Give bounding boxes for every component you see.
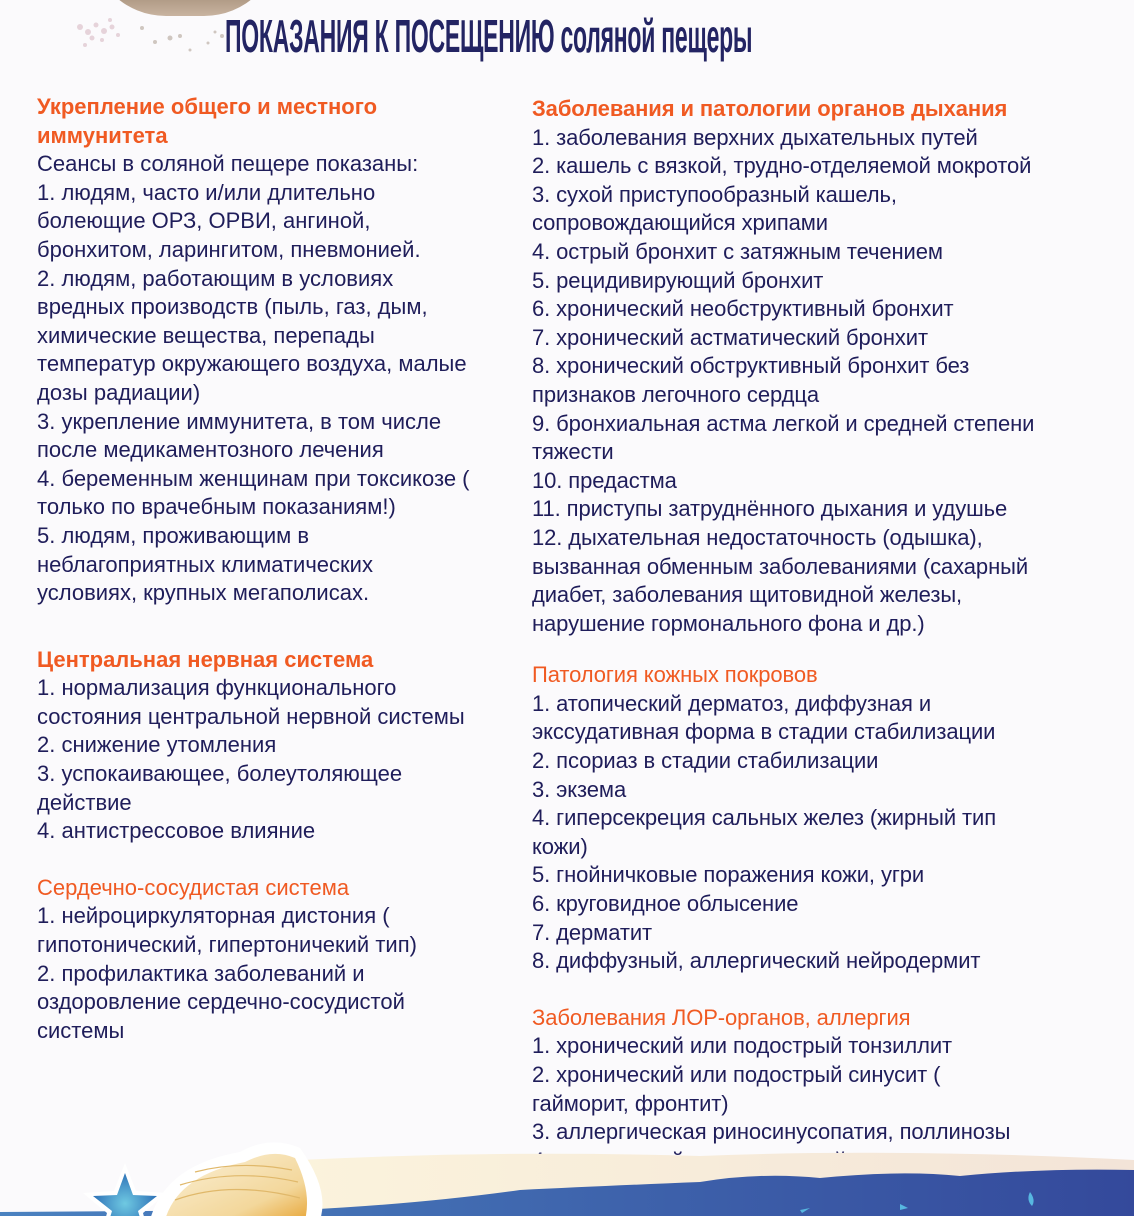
list-line: 4. антистрессовое влияние bbox=[37, 818, 316, 844]
list-line: только по врачебным показаниям!) bbox=[37, 494, 396, 520]
list-line: экссудативная форма в стадии стабилизации bbox=[532, 719, 996, 745]
list-line: 8. хронический обструктивный бронхит без bbox=[532, 353, 970, 379]
list-line: системы bbox=[37, 1017, 125, 1043]
list-line: 3. аллергическая риносинусопатия, поллинозы bbox=[532, 1119, 1011, 1145]
list-line: 12. дыхательная недостаточность (одышка), bbox=[532, 524, 983, 550]
section-lines bbox=[37, 674, 532, 846]
list-line: 3. сухой приступообразный кашель, bbox=[532, 181, 897, 207]
list-line: 2. профилактика заболеваний и bbox=[37, 960, 365, 986]
section-immunity bbox=[37, 93, 532, 608]
list-line: диабет, заболевания щитовидной железы, bbox=[532, 582, 963, 608]
list-line: 9. бронхиальная астма легкой и средней степени bbox=[532, 410, 1035, 436]
list-line: гайморит, фронтит) bbox=[532, 1090, 729, 1116]
list-line: условиях, крупных мегаполисах. bbox=[37, 580, 370, 606]
list-line: гипотонический, гипертоничекий тип) bbox=[37, 932, 417, 958]
list-line: 4. гиперсекреция сальных желез (жирный тип bbox=[532, 805, 997, 831]
list-line: 2. хронический или подострый синусит ( bbox=[532, 1062, 941, 1087]
right-column bbox=[532, 95, 1132, 1204]
list-line: сопровождающийся хрипами bbox=[532, 210, 828, 236]
list-line: 11. приступы затруднённого дыхания и удушье bbox=[532, 496, 1008, 522]
list-line: 1. заболевания верхних дыхательных путей bbox=[532, 124, 978, 150]
title-lower: соляной пещеры bbox=[560, 10, 753, 62]
section-lines bbox=[532, 124, 1132, 639]
list-line: нарушение гормонального фона и др.) bbox=[532, 610, 925, 636]
list-line: 3. укрепление иммунитета, в том числе bbox=[37, 408, 442, 434]
section-heading: Заболевания ЛОР-органов, аллергия bbox=[532, 1004, 911, 1030]
list-line: Сеансы в соляной пещере показаны: bbox=[37, 151, 419, 177]
section-nervous-system bbox=[37, 646, 532, 846]
section-lines bbox=[37, 902, 532, 1045]
section-heading: Заболевания и патологии органов дыхания bbox=[532, 96, 1008, 121]
list-line: кожи) bbox=[532, 833, 588, 859]
list-line: вызванная обменным заболеваниями (сахарный bbox=[532, 553, 1029, 579]
list-line: 2. людям, работающим в условиях bbox=[37, 265, 394, 291]
list-line: 3. успокаивающее, болеутоляющее bbox=[37, 761, 403, 787]
section-respiratory bbox=[532, 95, 1132, 638]
list-line: 1. людям, часто и/или длительно bbox=[37, 179, 376, 205]
left-column bbox=[37, 93, 532, 1045]
section-skin bbox=[532, 661, 1132, 976]
list-line: 6. хронический необструктивный бронхит bbox=[532, 296, 954, 322]
list-line: 5. гнойничковые поражения кожи, угри bbox=[532, 862, 925, 888]
section-heading: иммунитета bbox=[37, 122, 168, 148]
section-lines bbox=[37, 150, 532, 608]
list-line: действие bbox=[37, 789, 132, 815]
section-heading: Центральная нервная система bbox=[37, 646, 374, 672]
list-line: 2. снижение утомления bbox=[37, 732, 277, 758]
list-line: 5. рецидивирующий бронхит bbox=[532, 267, 824, 293]
list-line: 8. диффузный, аллергический нейродермит bbox=[532, 948, 981, 974]
list-line: 6. круговидное облысение bbox=[532, 891, 799, 917]
section-cardiovascular bbox=[37, 874, 532, 1046]
list-line: химические вещества, перепады bbox=[37, 322, 375, 348]
list-line: 4. острый бронхит с затяжным течением bbox=[532, 238, 943, 264]
list-line: бронхитом, ларингитом, пневмонией. bbox=[37, 236, 421, 262]
section-heading: Укрепление общего и местного bbox=[37, 94, 378, 119]
list-line: 3. экзема bbox=[532, 776, 627, 802]
list-line: 2. псориаз в стадии стабилизации bbox=[532, 748, 879, 774]
list-line: 1. хронический или подострый тонзиллит bbox=[532, 1033, 953, 1059]
list-line: оздоровление сердечно-сосудистой bbox=[37, 989, 405, 1015]
list-line: болеющие ОРЗ, ОРВИ, ангиной, bbox=[37, 208, 371, 234]
salt-crystals-decoration bbox=[30, 5, 230, 65]
sea-shore-decoration bbox=[0, 1120, 1134, 1216]
page-title bbox=[225, 10, 753, 62]
list-line: после медикаментозного лечения bbox=[37, 437, 384, 463]
section-heading: Патология кожных покровов bbox=[532, 662, 818, 688]
list-line: 1. нормализация функционального bbox=[37, 675, 397, 701]
section-heading: Сердечно-сосудистая система bbox=[37, 874, 350, 900]
list-line: вредных производств (пыль, газ, дым, bbox=[37, 294, 428, 320]
list-line: 1. атопический дерматоз, диффузная и bbox=[532, 690, 932, 716]
list-line: 4. беременным женщинам при токсикозе ( bbox=[37, 465, 470, 491]
seashell-icon bbox=[150, 1142, 323, 1216]
list-line: признаков легочного сердца bbox=[532, 381, 819, 407]
list-line: 7. хронический астматический бронхит bbox=[532, 324, 928, 350]
list-line: 1. нейроциркуляторная дистония ( bbox=[37, 903, 390, 929]
title-upper: ПОКАЗАНИЯ К ПОСЕЩЕНИЮ bbox=[225, 10, 555, 62]
list-line: неблагоприятных климатических bbox=[37, 551, 373, 577]
list-line: 2. кашель с вязкой, трудно-отделяемой мокротой bbox=[532, 153, 1032, 179]
list-line: 5. людям, проживающим в bbox=[37, 522, 310, 548]
list-line: 10. предастма bbox=[532, 467, 677, 493]
list-line: дозы радиации) bbox=[37, 379, 201, 405]
list-line: состояния центральной нервной системы bbox=[37, 703, 465, 729]
list-line: температур окружающего воздуха, малые bbox=[37, 351, 467, 377]
list-line: 7. дерматит bbox=[532, 919, 652, 945]
list-line: тяжести bbox=[532, 439, 614, 465]
section-lines bbox=[532, 690, 1132, 976]
